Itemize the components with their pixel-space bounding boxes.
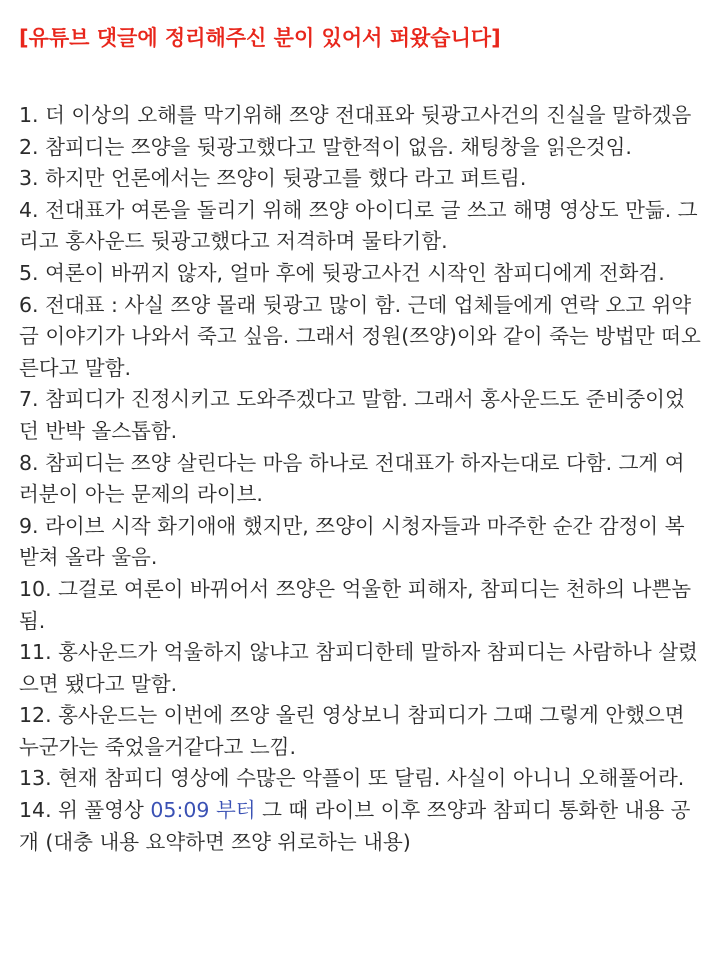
list-item: 7. 참피디가 진정시키고 도와주겠다고 말함. 그래서 홍사운드도 준비중이었던 반박 올스톱함. [19,387,685,443]
list-item: 11. 홍사운드가 억울하지 않냐고 참피디한테 말하자 참피디는 사람하나 살렸으면 됐다고 말함. [19,640,698,696]
timestamp-link[interactable]: 05:09 부터 [150,798,256,823]
list-item: 8. 참피디는 쯔양 살린다는 마음 하나로 전대표가 하자는대로 다함. 그게 여러분이 아는 문제의 라이브. [19,450,685,507]
list-item: 9. 라이브 시작 화기애애 했지만, 쯔양이 시청자들과 마주한 순간 감정이 복받쳐 올라 울음. [19,513,685,570]
summary-list [19,100,704,858]
list-item-prefix: 14. 위 풀영상 [19,798,151,823]
list-item-last [19,795,704,858]
list-item: 1. 더 이상의 오해를 막기위해 쯔양 전대표와 뒷광고사건의 진실을 말하겠음 [19,103,692,127]
list-item: 6. 전대표 : 사실 쯔양 몰래 뒷광고 많이 함. 근데 업체들에게 연락 오고 위약금 이야기가 나와서 죽고 싶음. 그래서 정원(쯔양)이와 같이 죽는 방법만 떠오른다고 말함. [19,292,701,380]
list-item: 2. 참피디는 쯔양을 뒷광고했다고 말한적이 없음. 채팅창을 읽은것임. [19,134,632,159]
list-item: 4. 전대표가 여론을 돌리기 위해 쯔양 아이디로 글 쓰고 해명 영상도 만듦. 그리고 홍사운드 뒷광고했다고 저격하며 물타기함. [19,197,698,254]
post-headline: [유튜브 댓글에 정리해주신 분이 있어서 퍼왔습니다] [19,26,501,50]
list-item: 3. 하지만 언론에서는 쯔양이 뒷광고를 했다 라고 퍼트림. [19,166,527,191]
list-item: 13. 현재 참피디 영상에 수많은 악플이 또 달림. 사실이 아니니 오해풀어라. [19,766,685,791]
list-item-suffix: 그 때 라이브 이후 쯔양과 참피디 통화한 내용 공개 (대충 내용 요약하면 쯔양 위로하는 내용) [19,798,691,854]
list-item: 10. 그걸로 여론이 바뀌어서 쯔양은 억울한 피해자, 참피디는 천하의 나쁜놈됨. [19,576,692,633]
list-item: 12. 홍사운드는 이번에 쯔양 올린 영상보니 참피디가 그때 그렇게 안했으면 누군가는 죽었을거같다고 느낌. [19,703,685,759]
list-item: 5. 여론이 바뀌지 않자, 얼마 후에 뒷광고사건 시작인 참피디에게 전화검. [19,260,665,285]
